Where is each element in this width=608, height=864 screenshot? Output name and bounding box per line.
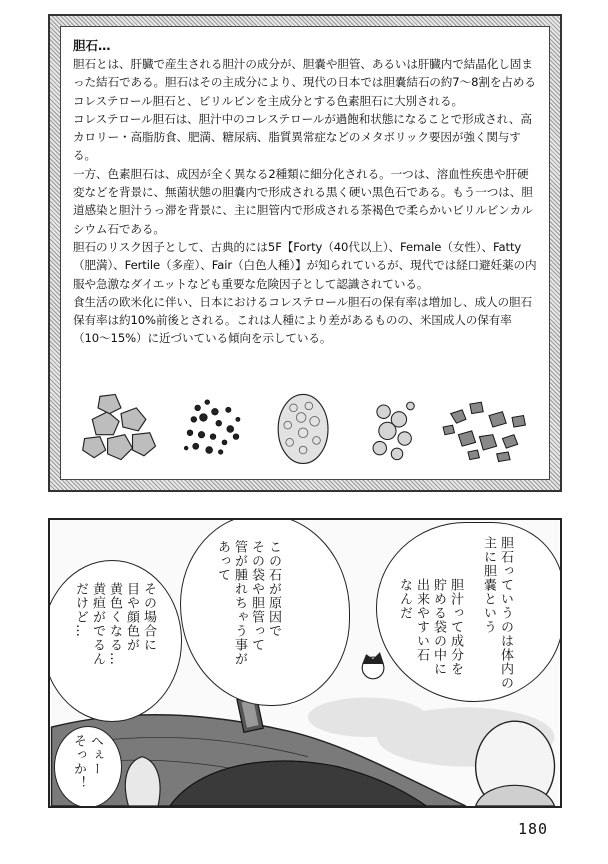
black-pigment-stones-illustration — [184, 400, 240, 455]
mixed-stones-illustration — [373, 402, 414, 460]
speech-text-cause: この石が原因で その袋や胆管って 管が腫れちゃう事が あって — [215, 540, 281, 666]
gallstone-illustrations-svg — [75, 389, 535, 467]
faceted-stones-illustration — [83, 394, 156, 459]
paragraph-cholesterol-stones: コレステロール胆石は、胆汁中のコレステロールが過飽和状態になることで形成され、高カロリー・高脂肪食、肥満、糖尿病、脂質異常症などのメタボリック要因が強く関与する。 — [73, 111, 532, 163]
info-title: 胆石… — [73, 38, 111, 53]
brown-calcium-stones-illustration — [443, 402, 525, 461]
bald-character-illustration — [476, 721, 555, 806]
paragraph-definition: 胆石とは、肝臓で産生される胆汁の成分が、胆嚢や胆管、あるいは肝臓内で結晶化し固まった結石である。胆石はその主成分により、現代の日本では胆嚢結石の約7〜8割を占めるコレステロール胆石と、ビリルビンを主成分とする色素胆石に大別される。 — [73, 57, 536, 108]
paragraph-risk-factors: 胆石のリスク因子として、古典的には5F【Forty（40代以上）、Female（女性）、Fatty（肥満）、Fertile（多産）、Fair（白色人種）】が知られているが、現代では経口避妊薬の内服や急激なダイエットなども重要な危険因子として認識されている。 — [73, 239, 537, 291]
manga-panel — [48, 518, 562, 808]
large-mulberry-stone-illustration — [278, 394, 328, 463]
gallstone-illustrations — [75, 389, 535, 467]
page-number: 180 — [518, 820, 549, 838]
info-box-inner — [60, 26, 550, 480]
info-box — [48, 14, 562, 492]
speech-text-stone-definition: 胆石っていうのは体内の 主に胆嚢という — [481, 536, 513, 690]
paragraph-pigment-stones: 一方、色素胆石は、成因が全く異なる2種類に細分化される。一つは、溶血性疾患や肝硬変などを背景に、無菌状態の胆嚢内で形成される黒く硬い黒色石である。もう一つは、胆道感染と胆汁うっ滞を背景に、主に胆管内で形成される茶褐色で柔らかいビリルビンカルシウム石である。 — [73, 166, 533, 236]
speech-text-reply: へぇー そっか！ — [71, 734, 103, 790]
paragraph-prevalence: 食生活の欧米化に伴い、日本におけるコレステロール胆石の保有率は増加し、成人の胆石保有率は約10%前後とされる。これは人種により差があるものの、米国成人の保有率（10〜15%）に近づいている傾向を示している。 — [73, 294, 532, 346]
speech-text-jaundice: その場合に 目や顔色が 黄色くなる… 黄疸がでるん だけど… — [73, 582, 156, 666]
speech-text-bile-sac: 胆汁って成分を 貯める袋の中に 出来やすい石 なんだ — [397, 578, 463, 676]
